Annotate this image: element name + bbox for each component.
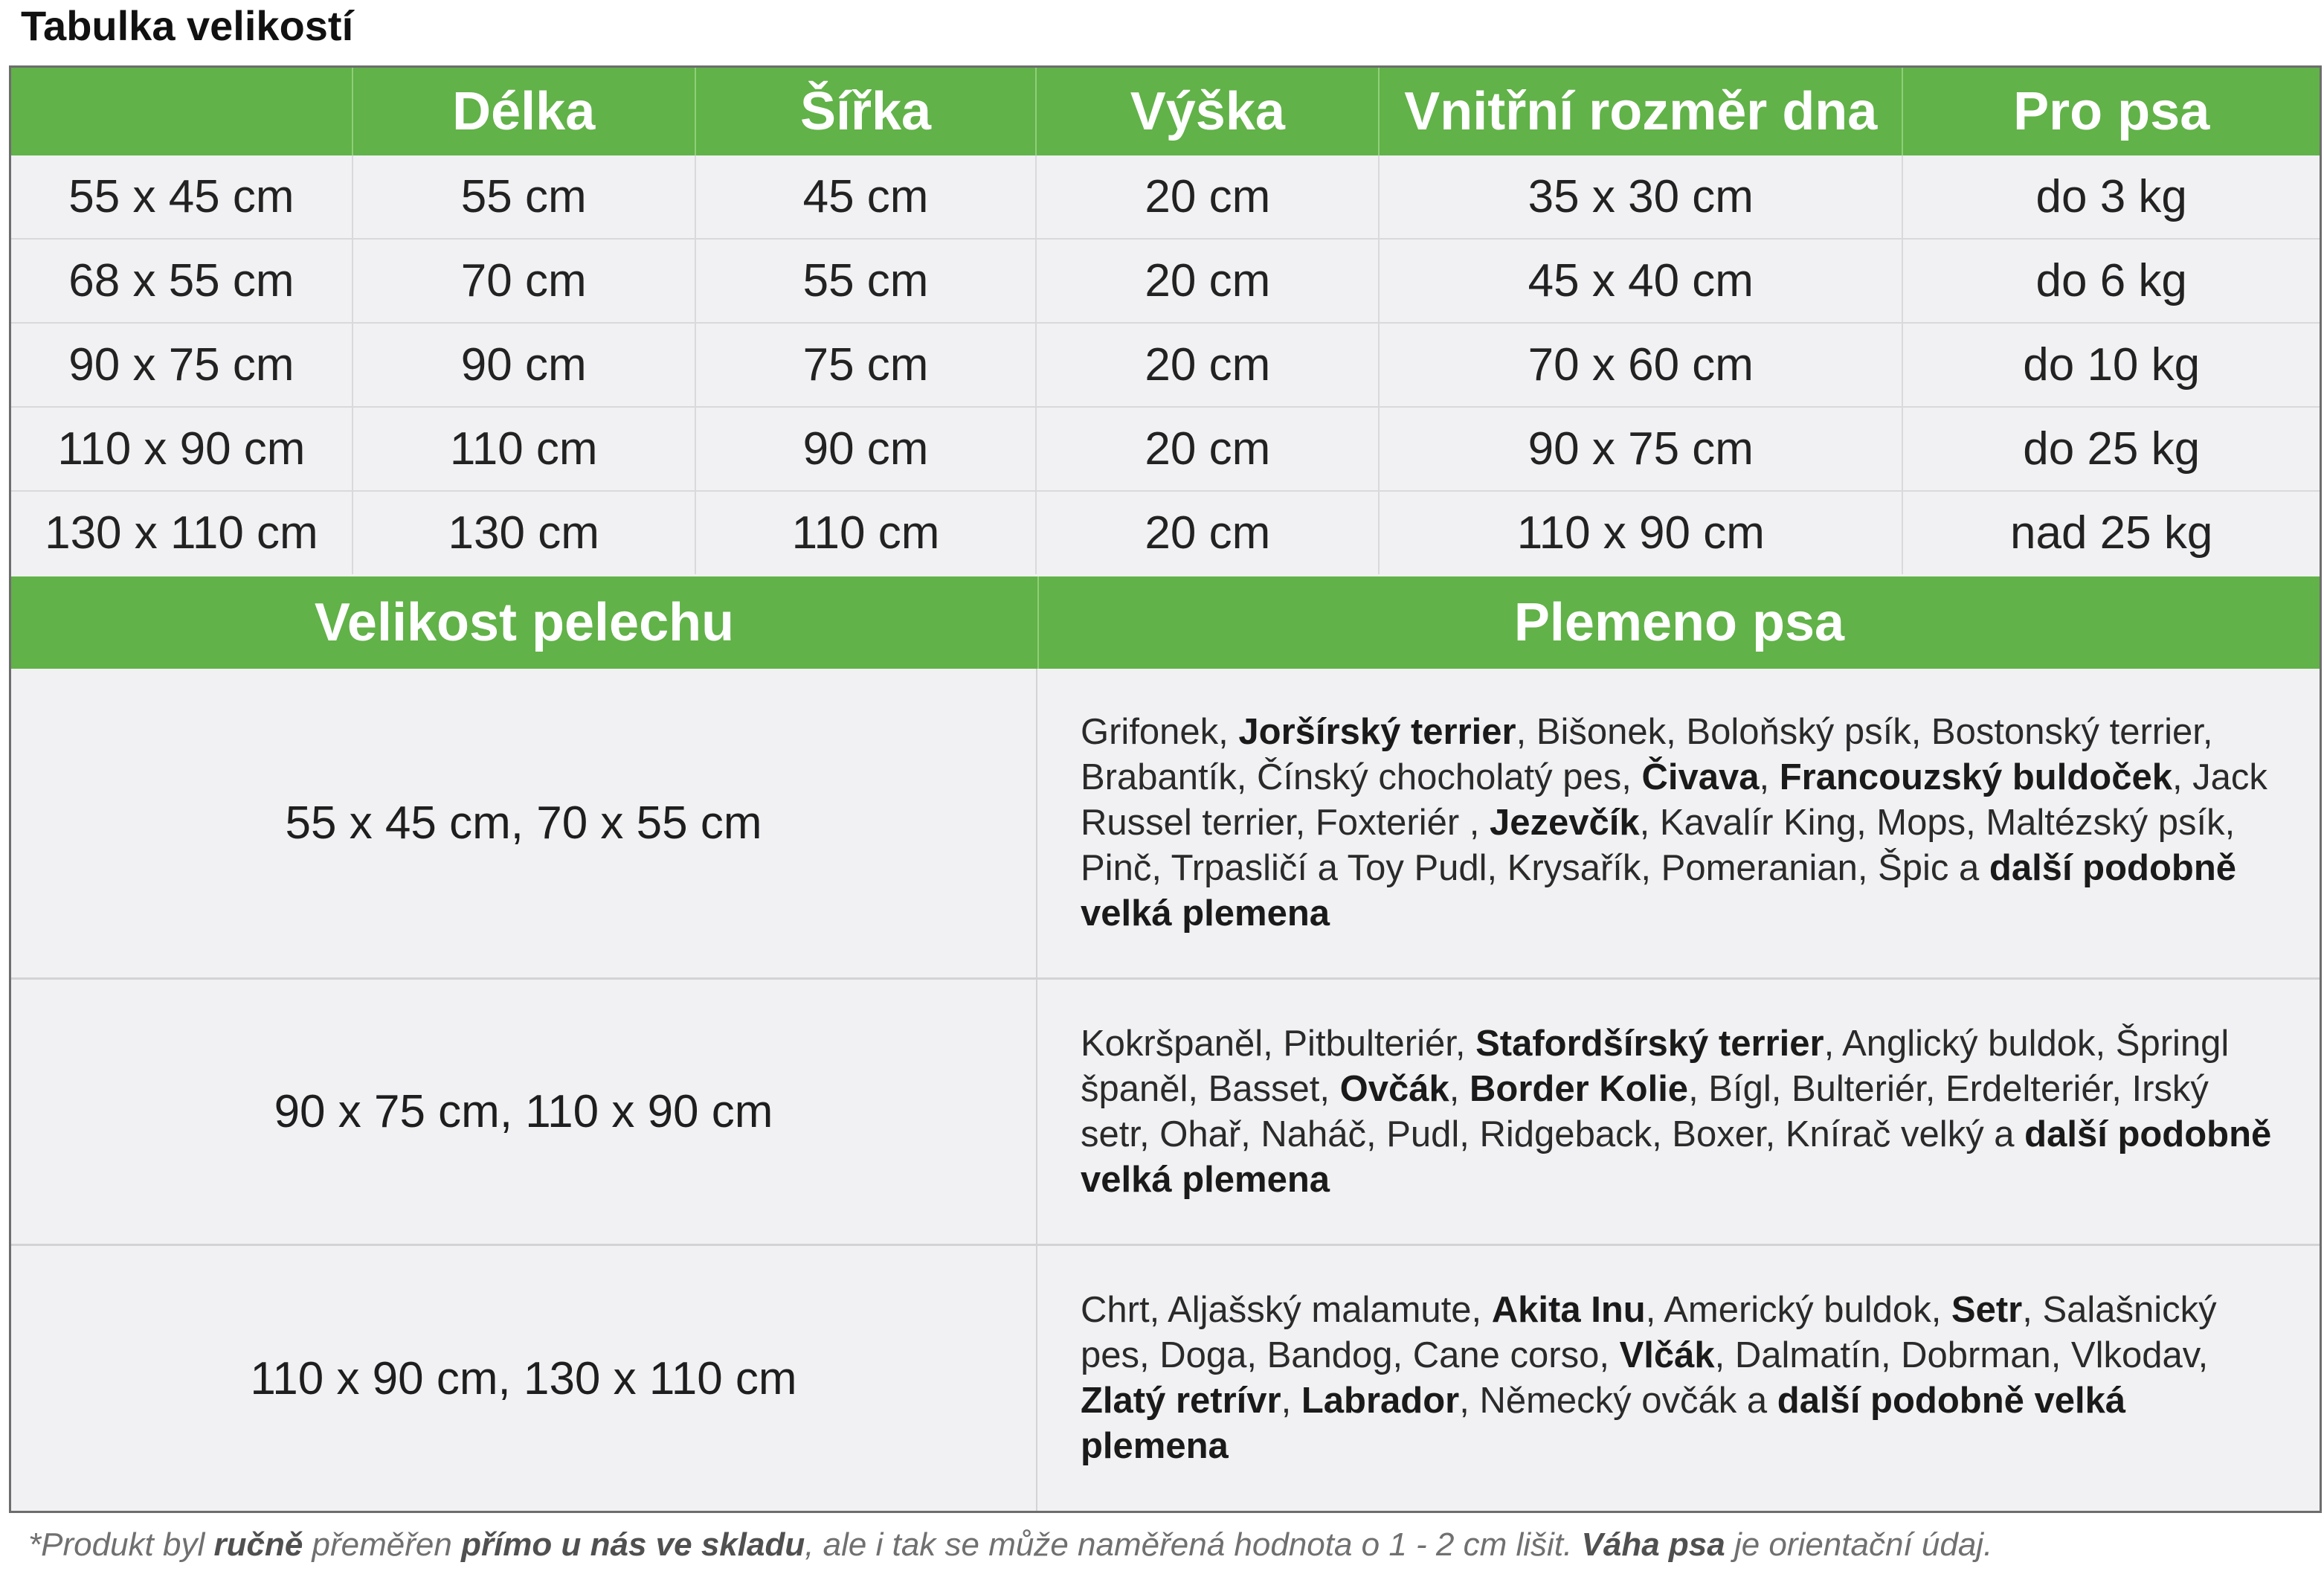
table-row [11, 155, 2320, 239]
cell-height: 20 cm [1036, 239, 1379, 323]
cell-height: 20 cm [1036, 407, 1379, 491]
cell-dog-weight: do 25 kg [1902, 407, 2320, 491]
header-dog-weight: Pro psa [1902, 68, 2320, 155]
cell-bed-size: 110 x 90 cm [11, 407, 353, 491]
emphasized-text: Francouzský buldoček [1779, 757, 2172, 797]
cell-inner-size: 45 x 40 cm [1379, 239, 1902, 323]
text-segment: , [1281, 1381, 1301, 1421]
page-title: Tabulka velikostí [21, 2, 354, 49]
cell-width: 55 cm [695, 239, 1037, 323]
cell-bed-size: 68 x 55 cm [11, 239, 353, 323]
text-segment: , Anglický buldok, Špringl španěl, Basset, [1081, 1023, 2230, 1109]
text-segment: , Bišonek, Boloňský psík, Bostonský terrier, Brabantík, Čínský chocholatý pes, [1081, 712, 2213, 797]
header-bed-size-group: Velikost pelechu [11, 576, 1039, 669]
text-segment: Grifonek, [1081, 712, 1239, 752]
cell-width: 90 cm [695, 407, 1037, 491]
emphasized-text: přímo u nás ve skladu [461, 1526, 805, 1563]
text-segment: , Salašnický pes, Doga, Bandog, Cane corso, [1081, 1290, 2217, 1375]
cell-bed-size: 130 x 110 cm [11, 491, 353, 574]
text-segment: , Německý ovčák a [1459, 1381, 1777, 1421]
header-inner-size: Vnitřní rozměr dna [1379, 68, 1902, 155]
text-segment: , [1449, 1068, 1470, 1109]
cell-length: 110 cm [353, 407, 695, 491]
cell-inner-size: 35 x 30 cm [1379, 155, 1902, 239]
cell-length: 55 cm [353, 155, 695, 239]
size-chart-sheet [9, 65, 2322, 1513]
text-segment: je orientační údaj. [1725, 1526, 1993, 1563]
emphasized-text: Zlatý retrívr [1081, 1381, 1281, 1421]
rich-text [1081, 1021, 2275, 1203]
emphasized-text: Ovčák [1339, 1068, 1449, 1109]
text-segment: *Produkt byl [28, 1526, 214, 1563]
breed-row-size: 90 x 75 cm, 110 x 90 cm [11, 980, 1037, 1244]
cell-inner-size: 70 x 60 cm [1379, 323, 1902, 407]
header-height: Výška [1036, 68, 1379, 155]
emphasized-text: Akita Inu [1491, 1290, 1646, 1330]
emphasized-text: Setr [1951, 1290, 2023, 1330]
text-segment: , Kavalír King, Mops, Maltézský psík, Pinč, Trpasličí a Toy Pudl, Krysařík, Pomeranian, Špic a [1081, 803, 2236, 888]
cell-length: 70 cm [353, 239, 695, 323]
breed-table-header [11, 576, 2320, 669]
text-segment: Chrt, Aljašský malamute, [1081, 1290, 1492, 1330]
cell-height: 20 cm [1036, 323, 1379, 407]
table-row [11, 239, 2320, 323]
header-width: Šířka [695, 68, 1037, 155]
breed-row-size: 110 x 90 cm, 130 x 110 cm [11, 1246, 1037, 1511]
text-segment: , ale i tak se může naměřená hodnota o 1 - 2 cm lišit. [805, 1526, 1582, 1563]
cell-dog-weight: do 10 kg [1902, 323, 2320, 407]
table-row [11, 491, 2320, 574]
cell-height: 20 cm [1036, 491, 1379, 574]
text-segment: , Dalmatín, Dobrman, Vlkodav, [1714, 1335, 2209, 1375]
text-segment: , Americký buldok, [1645, 1290, 1951, 1330]
size-table [11, 68, 2320, 574]
header-bed-size [11, 68, 353, 155]
cell-width: 110 cm [695, 491, 1037, 574]
emphasized-text: další podobně velká plemena [1081, 1114, 2272, 1200]
cell-width: 75 cm [695, 323, 1037, 407]
breed-row [11, 1246, 2320, 1511]
text-segment: , [1759, 757, 1780, 797]
cell-bed-size: 90 x 75 cm [11, 323, 353, 407]
emphasized-text: Joršírský terrier [1238, 712, 1516, 752]
rich-text [28, 1526, 1992, 1563]
cell-width: 45 cm [695, 155, 1037, 239]
emphasized-text: Stafordšírský terrier [1475, 1023, 1824, 1064]
text-segment: přeměřen [303, 1526, 462, 1563]
header-dog-breed: Plemeno psa [1513, 593, 1845, 652]
footnote [28, 1526, 1992, 1564]
cell-inner-size: 90 x 75 cm [1379, 407, 1902, 491]
cell-bed-size: 55 x 45 cm [11, 155, 353, 239]
breed-list [1037, 980, 2320, 1244]
breed-table [11, 669, 2320, 1511]
breed-list [1037, 1246, 2320, 1511]
breed-row [11, 980, 2320, 1246]
table-row [11, 407, 2320, 491]
emphasized-text: ručně [213, 1526, 303, 1563]
emphasized-text: Border Kolie [1470, 1068, 1689, 1109]
emphasized-text: Vlčák [1619, 1335, 1715, 1375]
cell-dog-weight: nad 25 kg [1902, 491, 2320, 574]
table-row [11, 323, 2320, 407]
cell-dog-weight: do 3 kg [1902, 155, 2320, 239]
emphasized-text: další podobně velká plemena [1081, 1381, 2126, 1466]
breed-row-size: 55 x 45 cm, 70 x 55 cm [11, 669, 1037, 977]
rich-text [1081, 1288, 2275, 1469]
cell-height: 20 cm [1036, 155, 1379, 239]
text-segment: Kokršpaněl, Pitbulteriér, [1081, 1023, 1476, 1064]
breed-row [11, 669, 2320, 980]
cell-length: 90 cm [353, 323, 695, 407]
rich-text [1081, 710, 2275, 937]
cell-dog-weight: do 6 kg [1902, 239, 2320, 323]
header-length: Délka [353, 68, 695, 155]
emphasized-text: Váha psa [1581, 1526, 1725, 1563]
text-segment: , Bígl, Bulteriér, Erdelteriér, Irský setr, Ohař, Naháč, Pudl, Ridgeback, Boxer, Knírač velký a [1081, 1068, 2209, 1154]
emphasized-text: další podobně velká plemena [1081, 848, 2237, 934]
cell-inner-size: 110 x 90 cm [1379, 491, 1902, 574]
breed-list [1037, 669, 2320, 977]
emphasized-text: Čivava [1641, 757, 1760, 797]
cell-length: 130 cm [353, 491, 695, 574]
size-table-header-row [11, 68, 2320, 155]
emphasized-text: Jezevčík [1490, 803, 1640, 843]
text-segment: , Jack Russel terrier, Foxteriér , [1081, 757, 2267, 843]
emphasized-text: Labrador [1301, 1381, 1460, 1421]
